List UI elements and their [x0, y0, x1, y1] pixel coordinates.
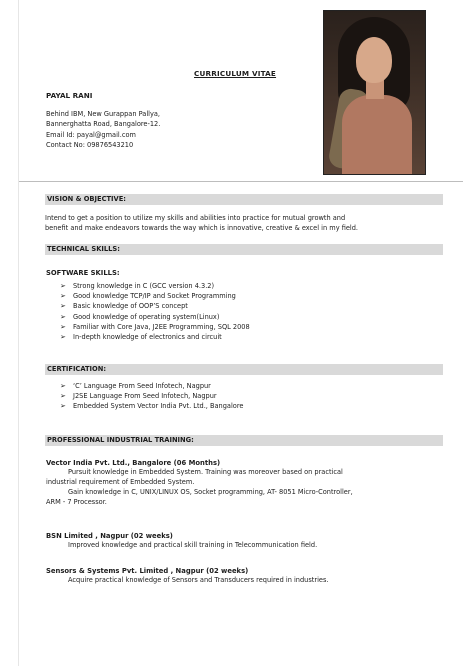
training-heading: PROFESSIONAL INDUSTRIAL TRAINING: — [45, 435, 443, 446]
list-item — [60, 301, 250, 311]
list-item — [60, 291, 250, 301]
list-item — [60, 332, 250, 342]
training-desc-line: ARM - 7 Processor. — [46, 498, 107, 506]
list-item-text: Embedded System Vector India Pvt. Ltd., Bangalore — [73, 402, 244, 411]
training-company: BSN Limited , Nagpur (02 weeks) — [46, 532, 173, 540]
technical-skills-heading: TECHNICAL SKILLS: — [45, 244, 443, 255]
list-item-text: Basic knowledge of OOP’S concept — [73, 302, 188, 311]
list-item-text: Strong knowledge in C (GCC version 4.3.2) — [73, 282, 215, 290]
arrow-bullet-icon: ➢ — [60, 292, 66, 301]
vision-text — [45, 213, 465, 233]
list-item — [60, 312, 250, 322]
arrow-bullet-icon: ➢ — [60, 322, 66, 331]
address-line-1: Behind IBM, New Gurappan Pallya, — [46, 110, 161, 118]
contact-block — [46, 109, 160, 151]
list-item-text: Good knowledge TCP/IP and Socket Programming — [73, 292, 236, 301]
list-item-text: Familiar with Core Java, J2EE Programming, SQL 2008 — [73, 322, 250, 331]
list-item-text: Good knowledge of operating system(Linux) — [73, 312, 220, 321]
list-item — [60, 281, 250, 291]
arrow-bullet-icon: ➢ — [60, 312, 66, 321]
arrow-bullet-icon: ➢ — [60, 302, 66, 311]
list-item-text: In-depth knowledge of electronics and circuit — [73, 332, 222, 341]
list-item — [60, 391, 243, 401]
vision-heading: VISION & OBJECTIVE: — [45, 194, 443, 205]
certification-list — [60, 381, 243, 412]
training-item — [46, 532, 456, 550]
email-line: Email Id: payal@gmail.com — [46, 130, 136, 139]
candidate-name: PAYAL RANI — [46, 91, 93, 100]
software-skills-list — [60, 281, 250, 342]
address-line-2: Bannerghatta Road, Bangalore-12. — [46, 120, 161, 129]
training-desc-line: Acquire practical knowledge of Sensors and Transducers required in industries. — [68, 576, 329, 584]
list-item — [60, 401, 243, 411]
header-divider — [19, 181, 463, 182]
list-item-text: ‘C’ Language From Seed Infotech, Nagpur — [73, 382, 211, 390]
training-desc-line: Improved knowledge and practical skill training in Telecommunication field. — [68, 541, 318, 549]
resume-page — [18, 0, 463, 666]
vision-line-2: benefit and make endeavors towards the way which is innovative, creative & excel in my field. — [45, 224, 359, 233]
list-item — [60, 322, 250, 332]
arrow-bullet-icon: ➢ — [60, 382, 66, 390]
training-company: Vector India Pvt. Ltd., Bangalore (06 Months) — [46, 459, 221, 467]
training-desc-line: Gain knowledge in C, UNIX/LINUX OS, Socket programming, AT- 8051 Micro-Controller, — [68, 488, 353, 496]
profile-photo — [323, 10, 426, 175]
training-desc-line: industrial requirement of Embedded System. — [46, 478, 195, 486]
list-item — [60, 381, 243, 391]
arrow-bullet-icon: ➢ — [60, 392, 66, 401]
vision-line-1: Intend to get a position to utilize my skills and abilities into practice for mutual growth and — [45, 214, 346, 222]
training-desc-line: Pursuit knowledge in Embedded System. Training was moreover based on practical — [68, 468, 343, 476]
list-item-text: J2SE Language From Seed Infotech, Nagpur — [73, 392, 217, 401]
arrow-bullet-icon: ➢ — [60, 402, 66, 411]
arrow-bullet-icon: ➢ — [60, 332, 66, 341]
arrow-bullet-icon: ➢ — [60, 282, 66, 290]
certification-heading: CERTIFICATION: — [45, 364, 443, 375]
training-item — [46, 567, 456, 585]
training-item — [46, 459, 456, 507]
training-company: Sensors & Systems Pvt. Limited , Nagpur (02 weeks) — [46, 567, 249, 575]
software-skills-heading: SOFTWARE SKILLS: — [46, 269, 120, 277]
document-title: CURRICULUM VITAE — [194, 69, 277, 78]
contact-line: Contact No: 09876543210 — [46, 141, 134, 150]
